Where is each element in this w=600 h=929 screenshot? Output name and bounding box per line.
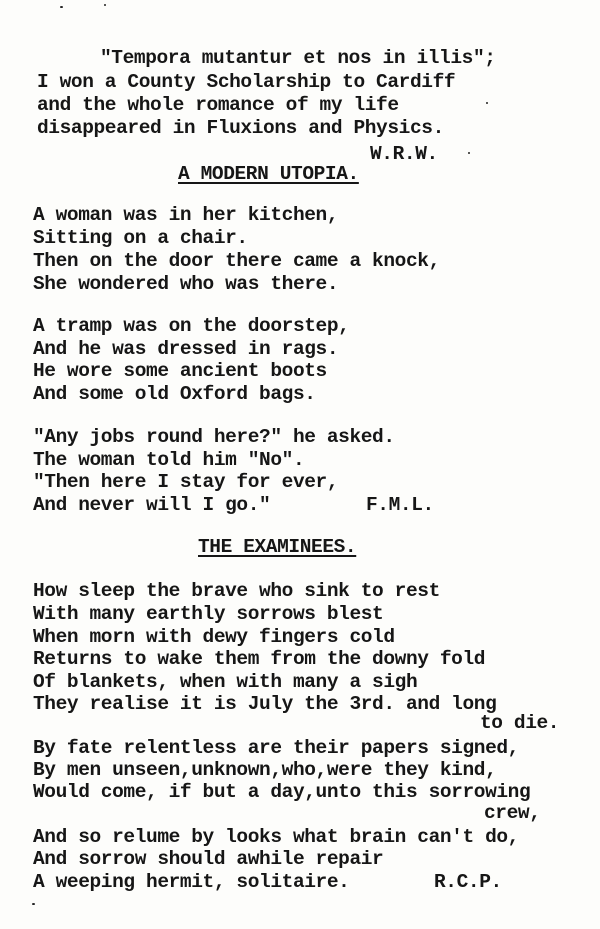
epigraph-signature: W.R.W. <box>370 143 438 165</box>
epigraph-line: disappeared in Fluxions and Physics. <box>37 117 444 139</box>
poem-line: Of blankets, when with many a sigh <box>33 671 418 693</box>
epigraph-line: and the whole romance of my life <box>37 94 399 116</box>
poem-line: The woman told him "No". <box>33 449 305 471</box>
ink-speck <box>486 102 488 104</box>
ink-speck <box>468 152 470 154</box>
poem-line: Returns to wake them from the downy fold <box>33 648 486 670</box>
poem-line: crew, <box>484 802 541 824</box>
poem-line: A weeping hermit, solitaire. <box>33 871 350 893</box>
poem-line: By men unseen,unknown,who,were they kind, <box>33 759 497 781</box>
poem-line: He wore some ancient boots <box>33 360 327 382</box>
poem-line: How sleep the brave who sink to rest <box>33 580 440 602</box>
poem-line: A woman was in her kitchen, <box>33 204 339 226</box>
ink-speck <box>60 6 63 8</box>
poem-line: And never will I go." <box>33 494 271 516</box>
poem-line: to die. <box>480 712 560 734</box>
poem-line: By fate relentless are their papers signed, <box>33 737 519 759</box>
poem-line: And he was dressed in rags. <box>33 338 339 360</box>
poem-line: When morn with dewy fingers cold <box>33 626 395 648</box>
poem-line: Sitting on a chair. <box>33 227 248 249</box>
poem-line: With many earthly sorrows blest <box>33 603 384 625</box>
poem-line: They realise it is July the 3rd. and long <box>33 693 497 715</box>
poem-line: She wondered who was there. <box>33 273 339 295</box>
poem-title: A MODERN UTOPIA. <box>178 163 359 185</box>
poem-line: A tramp was on the doorstep, <box>33 315 350 337</box>
epigraph-line: "Tempora mutantur et nos in illis"; <box>100 47 496 69</box>
poem-line: Would come, if but a day,unto this sorrowing <box>33 781 531 803</box>
poem-line: Then on the door there came a knock, <box>33 250 440 272</box>
poem-line: "Then here I stay for ever, <box>33 471 339 493</box>
poem-signature: F.M.L. <box>366 494 434 516</box>
poem-title: THE EXAMINEES. <box>198 536 357 558</box>
poem-signature: R.C.P. <box>434 871 502 893</box>
poem-line: And so relume by looks what brain can't do, <box>33 826 519 848</box>
epigraph-line: I won a County Scholarship to Cardiff <box>37 71 456 93</box>
poem-line: "Any jobs round here?" he asked. <box>33 426 395 448</box>
ink-speck <box>32 903 35 905</box>
poem-line: And sorrow should awhile repair <box>33 848 384 870</box>
ink-speck <box>104 4 106 6</box>
poem-line: And some old Oxford bags. <box>33 383 316 405</box>
